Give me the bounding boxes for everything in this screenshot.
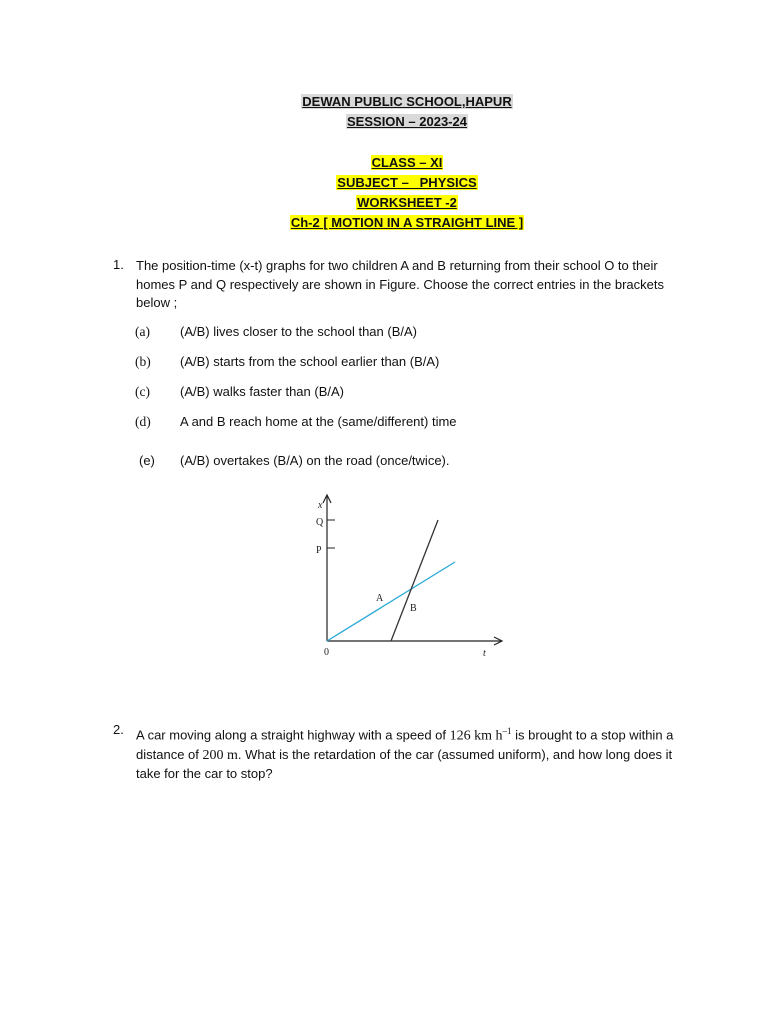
worksheet-header: [0, 92, 768, 233]
question-number: 1.: [113, 257, 124, 272]
option-label: (b): [135, 354, 151, 369]
line-a: [327, 562, 455, 641]
option-label: (d): [135, 414, 151, 429]
subject-line: SUBJECT – PHYSICS: [337, 175, 477, 190]
x-axis-label: t: [483, 648, 486, 659]
session-line: SESSION – 2023-24: [347, 114, 467, 129]
distance-value: 200 m: [202, 747, 238, 763]
worksheet-number: WORKSHEET -2: [357, 195, 457, 210]
label-p: P: [316, 545, 322, 556]
question-text: The position-time (x-t) graphs for two children A and B returning from their school O to their homes P and Q respectively are shown in Figure. Choose the correct entries in the brackets below ;: [136, 258, 664, 310]
speed-value: 126 km h: [449, 728, 503, 744]
option-label: (c): [135, 384, 150, 399]
label-a: A: [376, 593, 384, 604]
option-label: (a): [135, 324, 150, 339]
label-q: Q: [316, 517, 324, 528]
option-text: A and B reach home at the (same/different) time: [180, 414, 457, 429]
class-line: CLASS – XI: [371, 155, 443, 170]
chapter-title: Ch-2 [ MOTION IN A STRAIGHT LINE ]: [290, 215, 524, 230]
option-label: (e): [139, 453, 155, 468]
label-b: B: [410, 603, 417, 614]
origin-label: 0: [324, 647, 329, 658]
position-time-graph: [305, 492, 515, 662]
y-axis-label: x: [318, 500, 323, 511]
school-name: DEWAN PUBLIC SCHOOL,HAPUR: [302, 94, 512, 109]
question-number: 2.: [113, 722, 124, 737]
speed-exponent: –1: [502, 726, 512, 736]
line-b: [391, 520, 438, 641]
question-text: A car moving along a straight highway with a speed of 126 km $h^{-1}$ is brought to a stop within a distance of 200 m. What is the retardation of the car (assumed uniform), and how long does it take for the car to stop?: [136, 726, 674, 782]
option-text: (A/B) overtakes (B/A) on the road (once/twice).: [180, 453, 450, 468]
option-text: (A/B) walks faster than (B/A): [180, 384, 344, 399]
option-text: (A/B) starts from the school earlier than (B/A): [180, 354, 440, 369]
option-text: (A/B) lives closer to the school than (B/A): [180, 324, 417, 339]
